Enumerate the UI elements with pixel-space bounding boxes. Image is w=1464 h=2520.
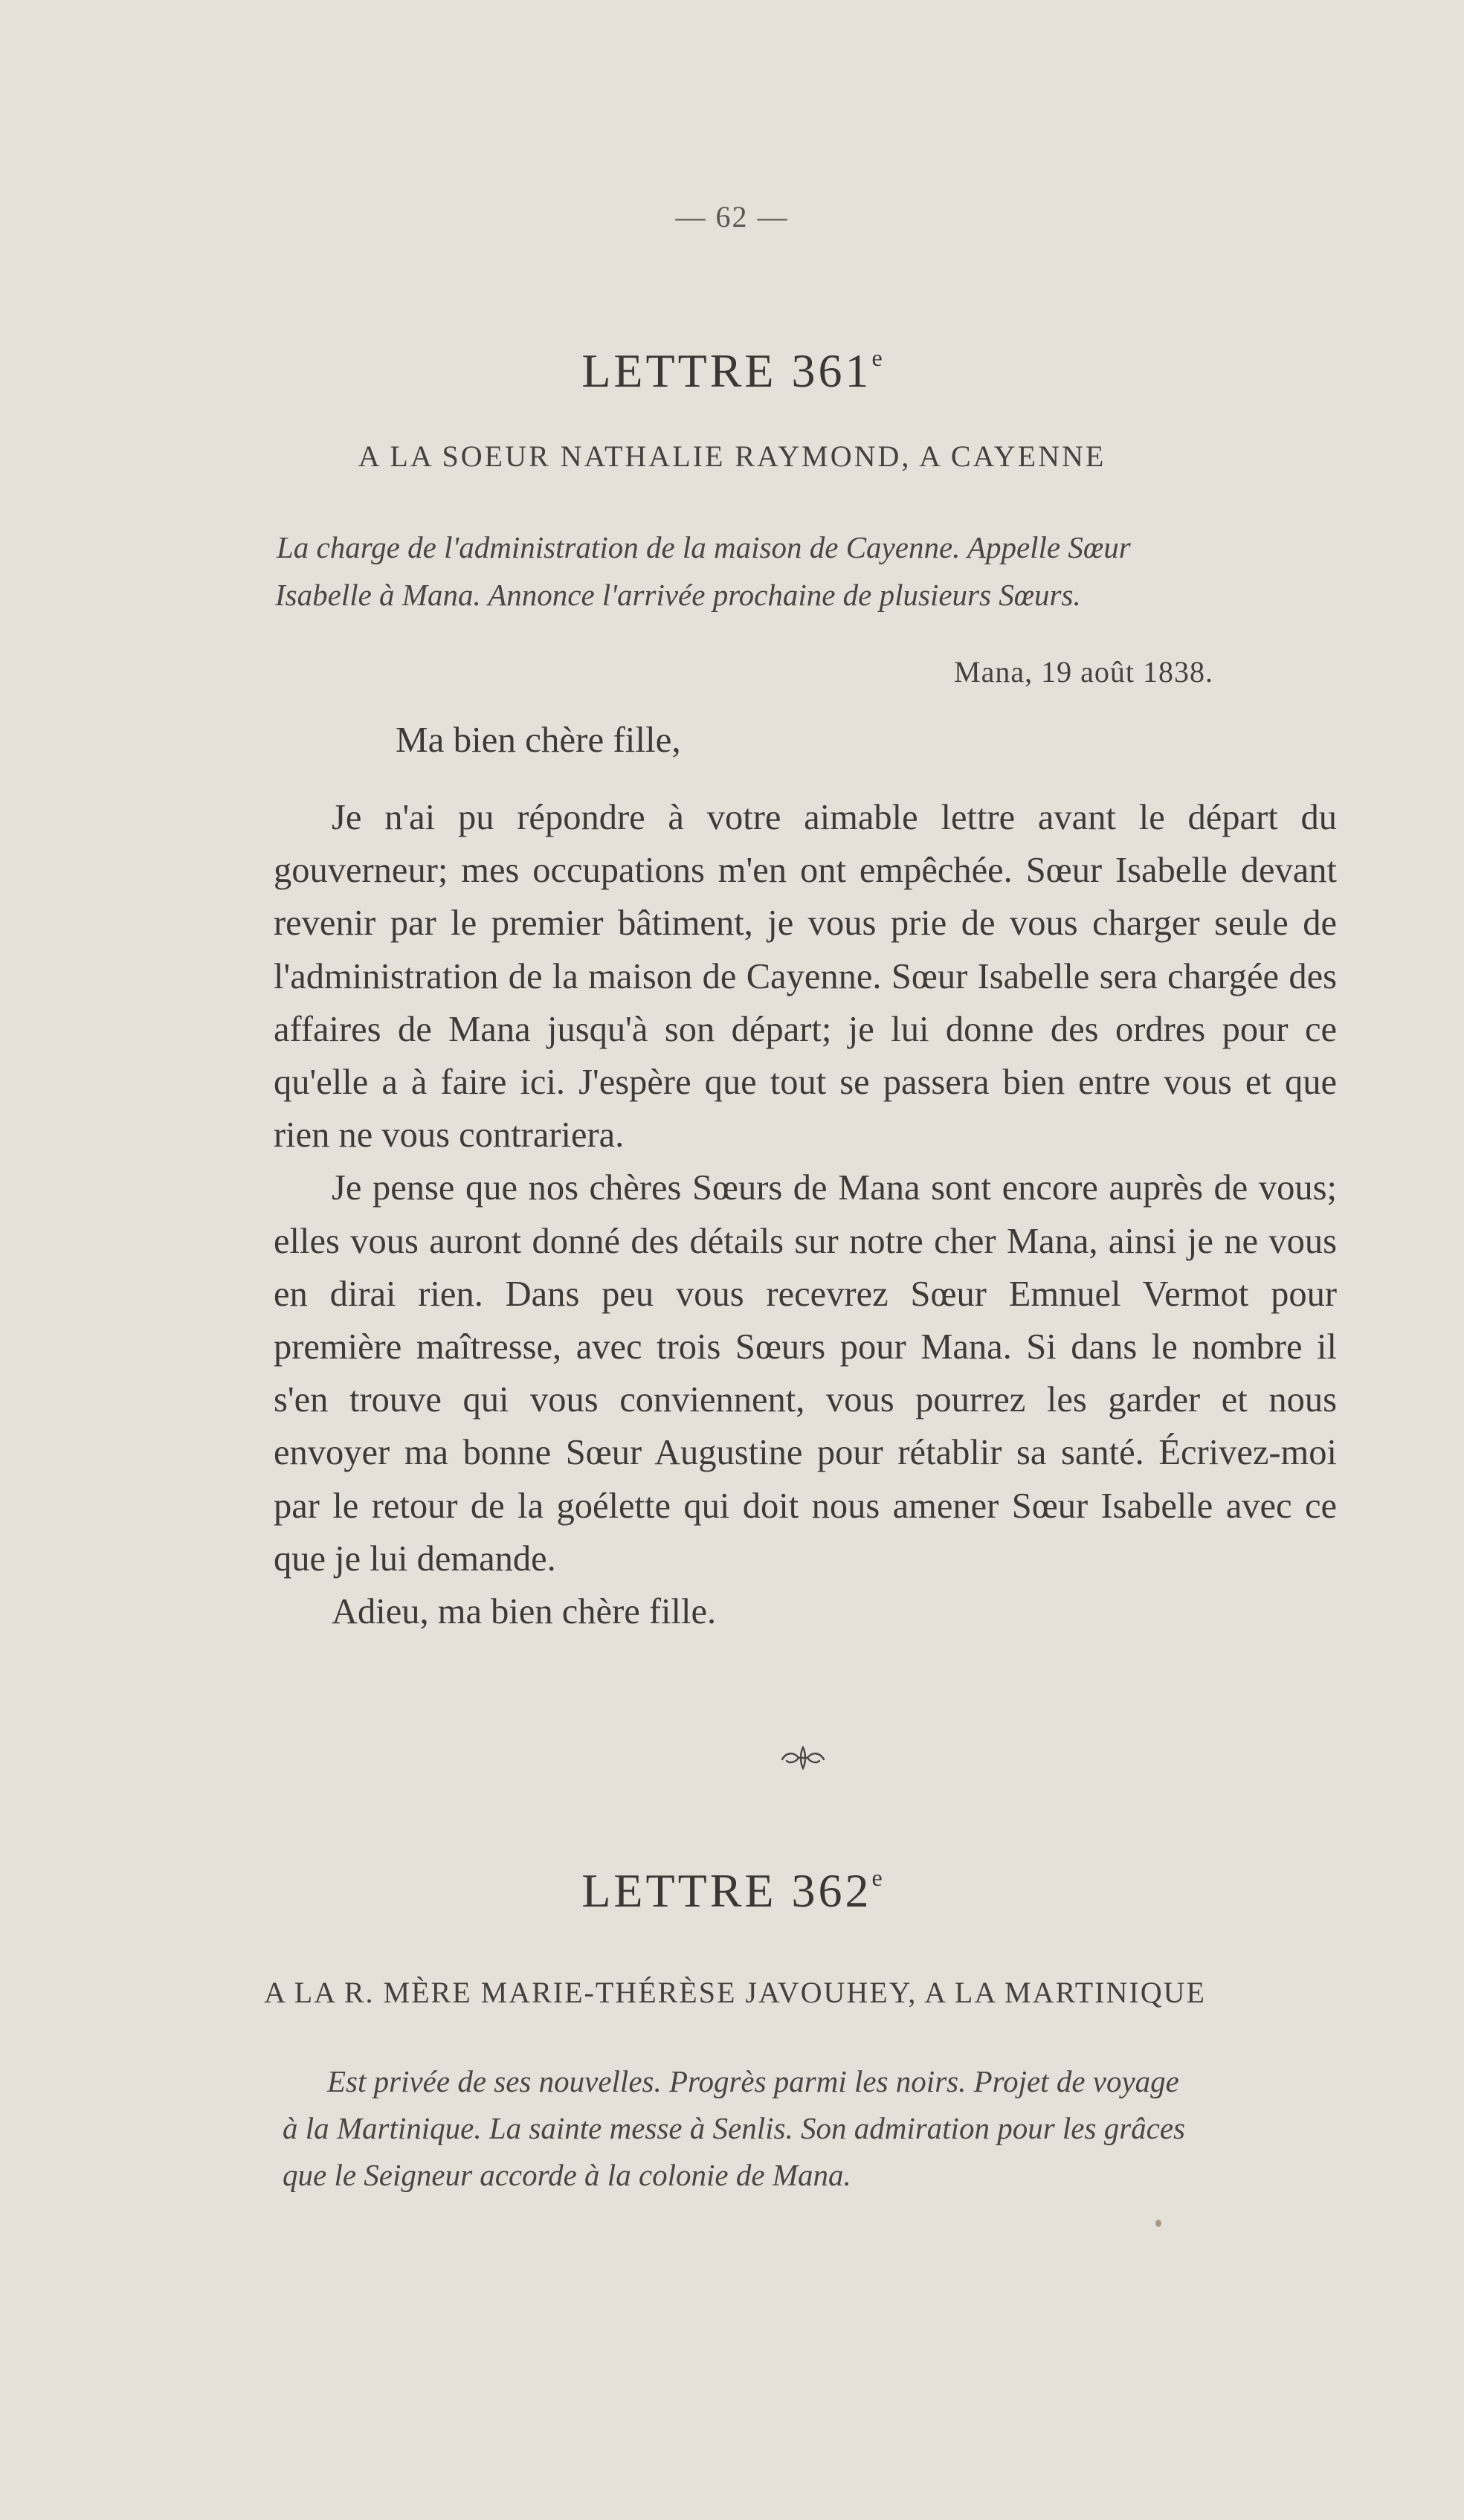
letter-361-paragraph-1: Je n'ai pu répondre à votre aimable lettre avant le départ du gouverneur; mes occupations m'en ont empêchée. Sœur Isabelle devant revenir par le premier bâtiment, je vous prie de vous charger seule de l'administration de la maison de Cayenne. Sœur Isabelle sera chargée des affaires de Mana jusqu'à son départ; je lui donne des ordres pour ce qu'elle a à faire ici. J'espère que tout se passera bien entre vous et que rien ne vous contrariera.	[274, 798, 1337, 1156]
letter-361-body	[274, 791, 1337, 1638]
page-number: — 62 —	[675, 200, 789, 233]
letter-362-title-suffix: e	[871, 1864, 883, 1891]
letter-361-paragraph-3: Adieu, ma bien chère fille.	[332, 1592, 717, 1632]
letter-361-recipient: A LA SOEUR NATHALIE RAYMOND, A CAYENNE	[358, 439, 1106, 473]
letter-362-summary-line-1: Est privée de ses nouvelles. Progrès parmi les noirs. Projet de voyage	[327, 2064, 1179, 2098]
fleuron-ornament-icon	[779, 1743, 827, 1773]
letter-362-summary-line-3: que le Seigneur accorde à la colonie de Mana.	[283, 2158, 851, 2192]
letter-362-recipient: A LA R. MÈRE MARIE-THÉRÈSE JAVOUHEY, A LA MARTINIQUE	[264, 1976, 1206, 2009]
letter-362-title-text: LETTRE 362	[581, 1864, 872, 1917]
letter-362-summary-line-2: à la Martinique. La sainte messe à Senlis. Son admiration pour les grâces	[283, 2111, 1186, 2145]
letter-362-title	[0, 1863, 1464, 1918]
letter-361-title-suffix: e	[871, 344, 883, 371]
letter-361-title-text: LETTRE 361	[581, 344, 872, 397]
letter-361-dateline: Mana, 19 août 1838.	[954, 655, 1213, 689]
ink-speck	[1155, 2220, 1161, 2227]
letter-362-summary	[283, 2058, 1338, 2199]
letter-361-salutation: Ma bien chère fille,	[396, 719, 681, 760]
letter-361-title	[0, 344, 1464, 399]
letter-361-summary-line-1: La charge de l'administration de la maison de Cayenne. Appelle Sœur	[277, 530, 1131, 564]
letter-361-summary-line-2: Isabelle à Mana. Annonce l'arrivée prochaine de plusieurs Sœurs.	[275, 578, 1081, 612]
letter-361-paragraph-2: Je pense que nos chères Sœurs de Mana sont encore auprès de vous; elles vous auront donné des détails sur notre cher Mana, ainsi je ne vous en dirai rien. Dans peu vous recevrez Sœur Emnuel Vermot pour première maîtresse, avec trois Sœurs pour Mana. Si dans le nombre il s'en trouve qui vous conviennent, vous pourrez les garder et nous envoyer ma bonne Sœur Augustine pour rétablir sa santé. Écrivez-moi par le retour de la goélette qui doit nous amener Sœur Isabelle avec ce que je lui demande.	[274, 1168, 1337, 1579]
letter-361-summary	[277, 523, 1340, 619]
